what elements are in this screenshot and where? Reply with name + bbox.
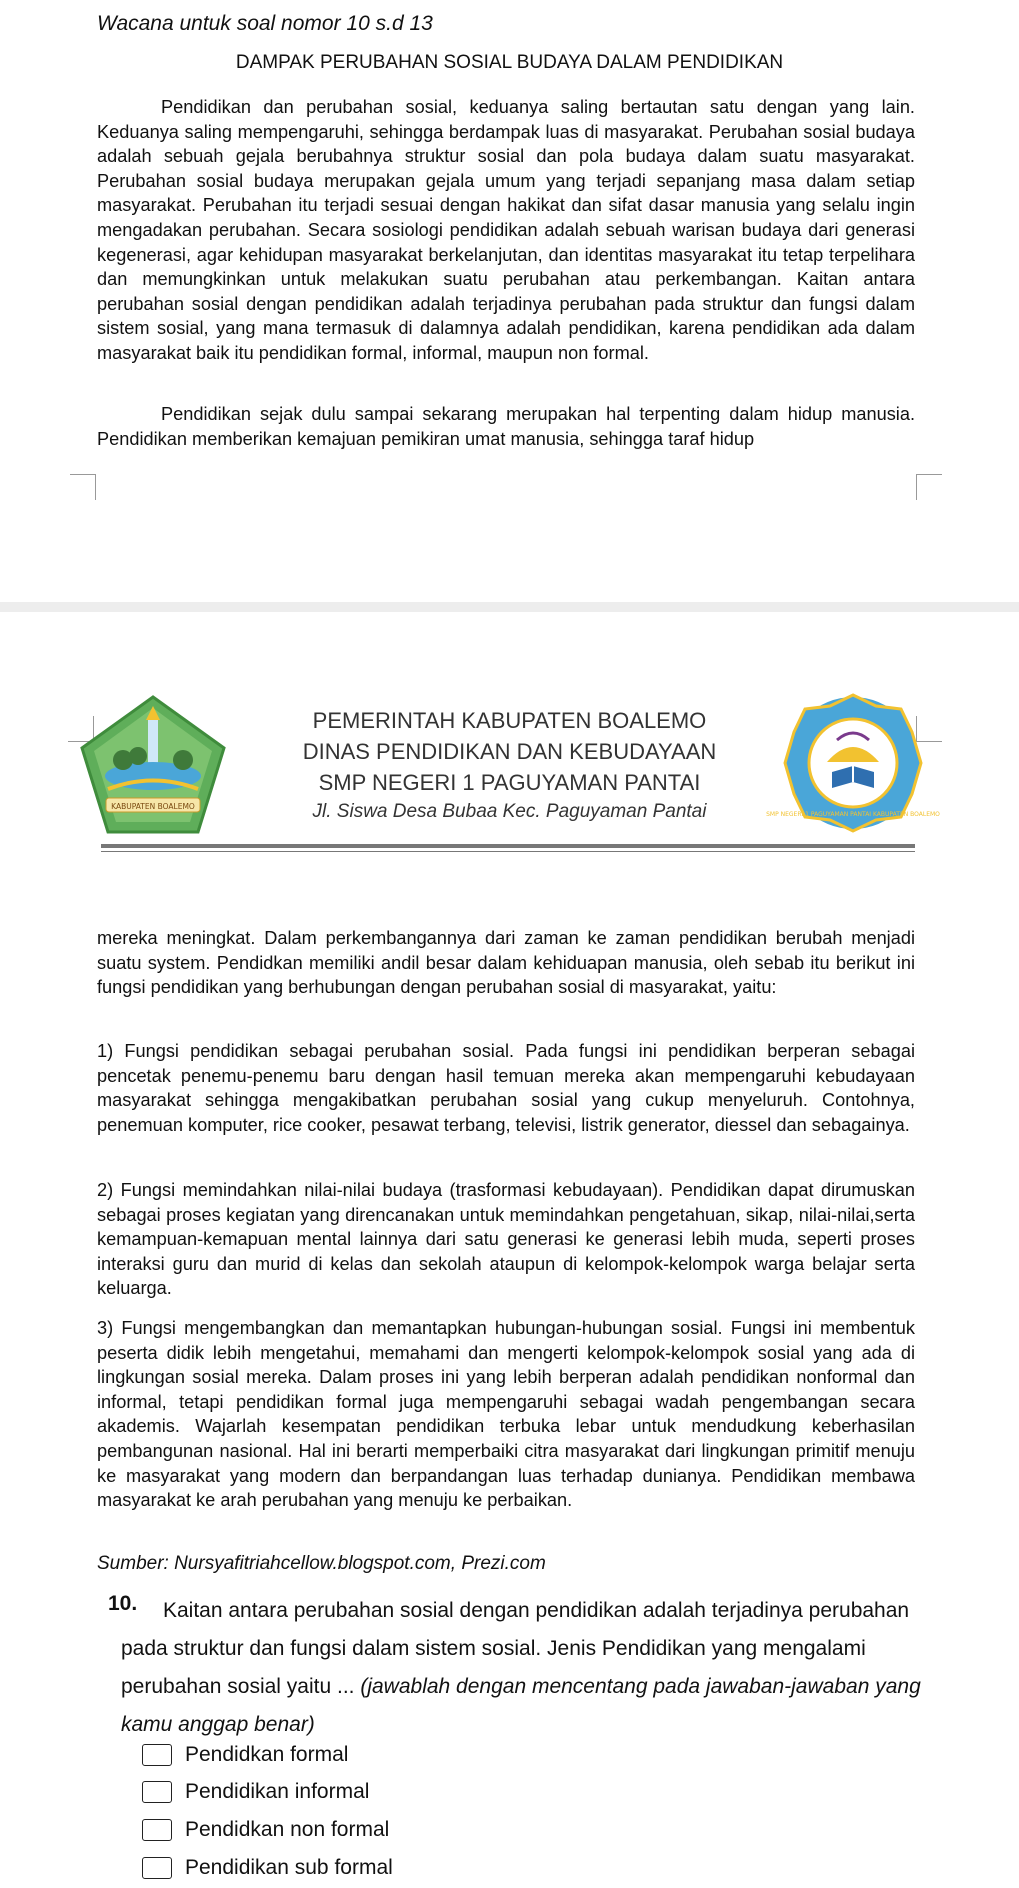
letterhead-school: SMP NEGERI 1 PAGUYAMAN PANTAI	[318, 770, 701, 795]
option-label: Pendidkan formal	[185, 1743, 349, 1766]
left-logo-text: KABUPATEN BOALEMO	[111, 802, 195, 811]
letterhead-department: DINAS PENDIDIKAN DAN KEBUDAYAAN	[302, 739, 717, 764]
letterhead-rule-thick	[101, 844, 915, 848]
option-label: Pendidikan informal	[185, 1780, 370, 1803]
paragraph-2: Pendidikan sejak dulu sampai sekarang merupakan hal terpenting dalam hidup manusia. Pendidikan memberikan kemajuan pemikiran umat manusia, sehingga taraf hidup	[97, 404, 915, 449]
letterhead-rule-thin	[101, 851, 915, 852]
answer-option[interactable]	[142, 1853, 393, 1883]
checkbox[interactable]	[142, 1744, 172, 1766]
article-title: DAMPAK PERUBAHAN SOSIAL BUDAYA DALAM PENDIDIKAN	[235, 52, 784, 73]
question-number: 10.	[108, 1592, 138, 1615]
paragraph-6: 3) Fungsi mengembangkan dan memantapkan hubungan-hubungan sosial. Fungsi ini membentuk peserta didik lebih mengetahui, memahami dan mengerti kelompok-kelompok sosial yang ada di lingkungan sosial mereka. Dalam proses ini yang lebih berperan adalah pendidikan nonformal dan informal, tetapi pendidikan formal juga mempengaruhi sebagai wadah pengembangan secara akademis. Wajarlah kesempatan pendidikan terbuka lebar untuk mendudkung keberhasilan pembangunan nasional. Hal ini berarti memperbaiki citra masyarakat dari lingkungan primitif menuju ke masyarakat yang modern dan berpandangan luas terhadap dunianya. Pendidikan membawa masyarakat ke arah perubahan yang menuju ke perbaikan.	[97, 1318, 915, 1511]
page-separator	[0, 602, 1019, 612]
letterhead-government: PEMERINTAH KABUPATEN BOALEMO	[312, 708, 707, 733]
checkbox[interactable]	[142, 1781, 172, 1803]
paragraph-5: 2) Fungsi memindahkan nilai-nilai budaya (trasformasi kebudayaan). Pendidikan dapat dirumuskan sebagai proses kegiatan yang direncanakan untuk memindahkan pengetahuan, sikap, nilai-nilai,serta kemampuan-kemapuan mental lainnya dari satu generasi ke generasi lebih muda, seperti proses interaksi guru dan murid di kelas dan sekolah ataupun di kelompok-kelompok warga belajar serta keluarga.	[97, 1180, 915, 1299]
checkbox[interactable]	[142, 1857, 172, 1879]
option-label: Pendidkan non formal	[185, 1818, 390, 1841]
paragraph-1: Pendidikan dan perubahan sosial, keduanya saling bertautan satu dengan yang lain. Keduanya saling mempengaruhi, sehingga berdampak luas di masyarakat. Perubahan sosial budaya adalah sebuah gejala berubahnya struktur sosial dan pola budaya dalam suatu masyarakat. Perubahan sosial budaya merupakan gejala umum yang terjadi sepanjang masa dalam setiap masyarakat. Perubahan itu terjadi sesuai dengan hakikat dan sifat dasar manusia yang selalu ingin mengadakan perubahan. Secara sosiologi pendidikan adalah sebuah warisan budaya dari generasi kegenerasi, agar kehidupan masyarakat berkelanjutan, dan identitas masyarakat itu tetap terpelihara dan memungkinkan untuk melakukan suatu perubahan atau perkembangan. Kaitan antara perubahan sosial dengan pendidikan adalah terjadinya perubahan pada struktur dan fungsi dalam sistem sosial, yang mana termasuk di dalamnya adalah pendidikan, karena pendidikan ada dalam masyarakat baik itu pendidikan formal, informal, maupun non formal.	[97, 97, 915, 363]
letterhead-address: Jl. Siswa Desa Bubaa Kec. Paguyaman Pantai	[312, 801, 707, 822]
right-logo-text: SMP NEGERI 1 PAGUYAMAN PANTAI KABUPATEN BOALEMO	[766, 811, 940, 818]
paragraph-3: mereka meningkat. Dalam perkembangannya dari zaman ke zaman pendidikan berubah menjadi suatu system. Pendidkan memiliki andil besar dalam kehiduapan manusia, oleh sebab itu berikut ini fungsi pendidikan yang berhubungan dengan perubahan sosial di masyarakat, yaitu:	[97, 928, 915, 998]
paragraph-4: 1) Fungsi pendidikan sebagai perubahan sosial. Pada fungsi ini pendidikan berperan sebagai pencetak penemu-penemu baru dengan hasil temuan mereka akan mempengaruhi kebudayaan masyarakat sehingga mengakibatkan perubahan sosial yang cukup menyeluruh. Contohnya, penemuan komputer, rice cooker, pesawat terbang, televisi, listrik generator, diessel dan sebagainya.	[97, 1041, 915, 1135]
source-citation: Sumber: Nursyafitriahcellow.blogspot.com, Prezi.com	[97, 1553, 546, 1574]
reading-heading: Wacana untuk soal nomor 10 s.d 13	[97, 12, 433, 35]
margin-corner-mark	[70, 474, 96, 500]
checkbox[interactable]	[142, 1819, 172, 1841]
question-stem: Kaitan antara perubahan sosial dengan pendidikan adalah terjadinya perubahan pada struktur dan fungsi dalam sistem sosial. Jenis Pendidikan yang mengalami perubahan sosial yaitu ...	[121, 1599, 910, 1698]
answer-option[interactable]	[142, 1740, 348, 1770]
margin-corner-mark	[916, 474, 942, 500]
option-label: Pendidikan sub formal	[185, 1856, 393, 1879]
answer-option[interactable]	[142, 1777, 369, 1807]
answer-option[interactable]	[142, 1815, 389, 1845]
question-text	[121, 1592, 921, 1744]
question-hint: (jawablah dengan mencentang pada jawaban-jawaban yang kamu anggap benar)	[121, 1675, 921, 1736]
